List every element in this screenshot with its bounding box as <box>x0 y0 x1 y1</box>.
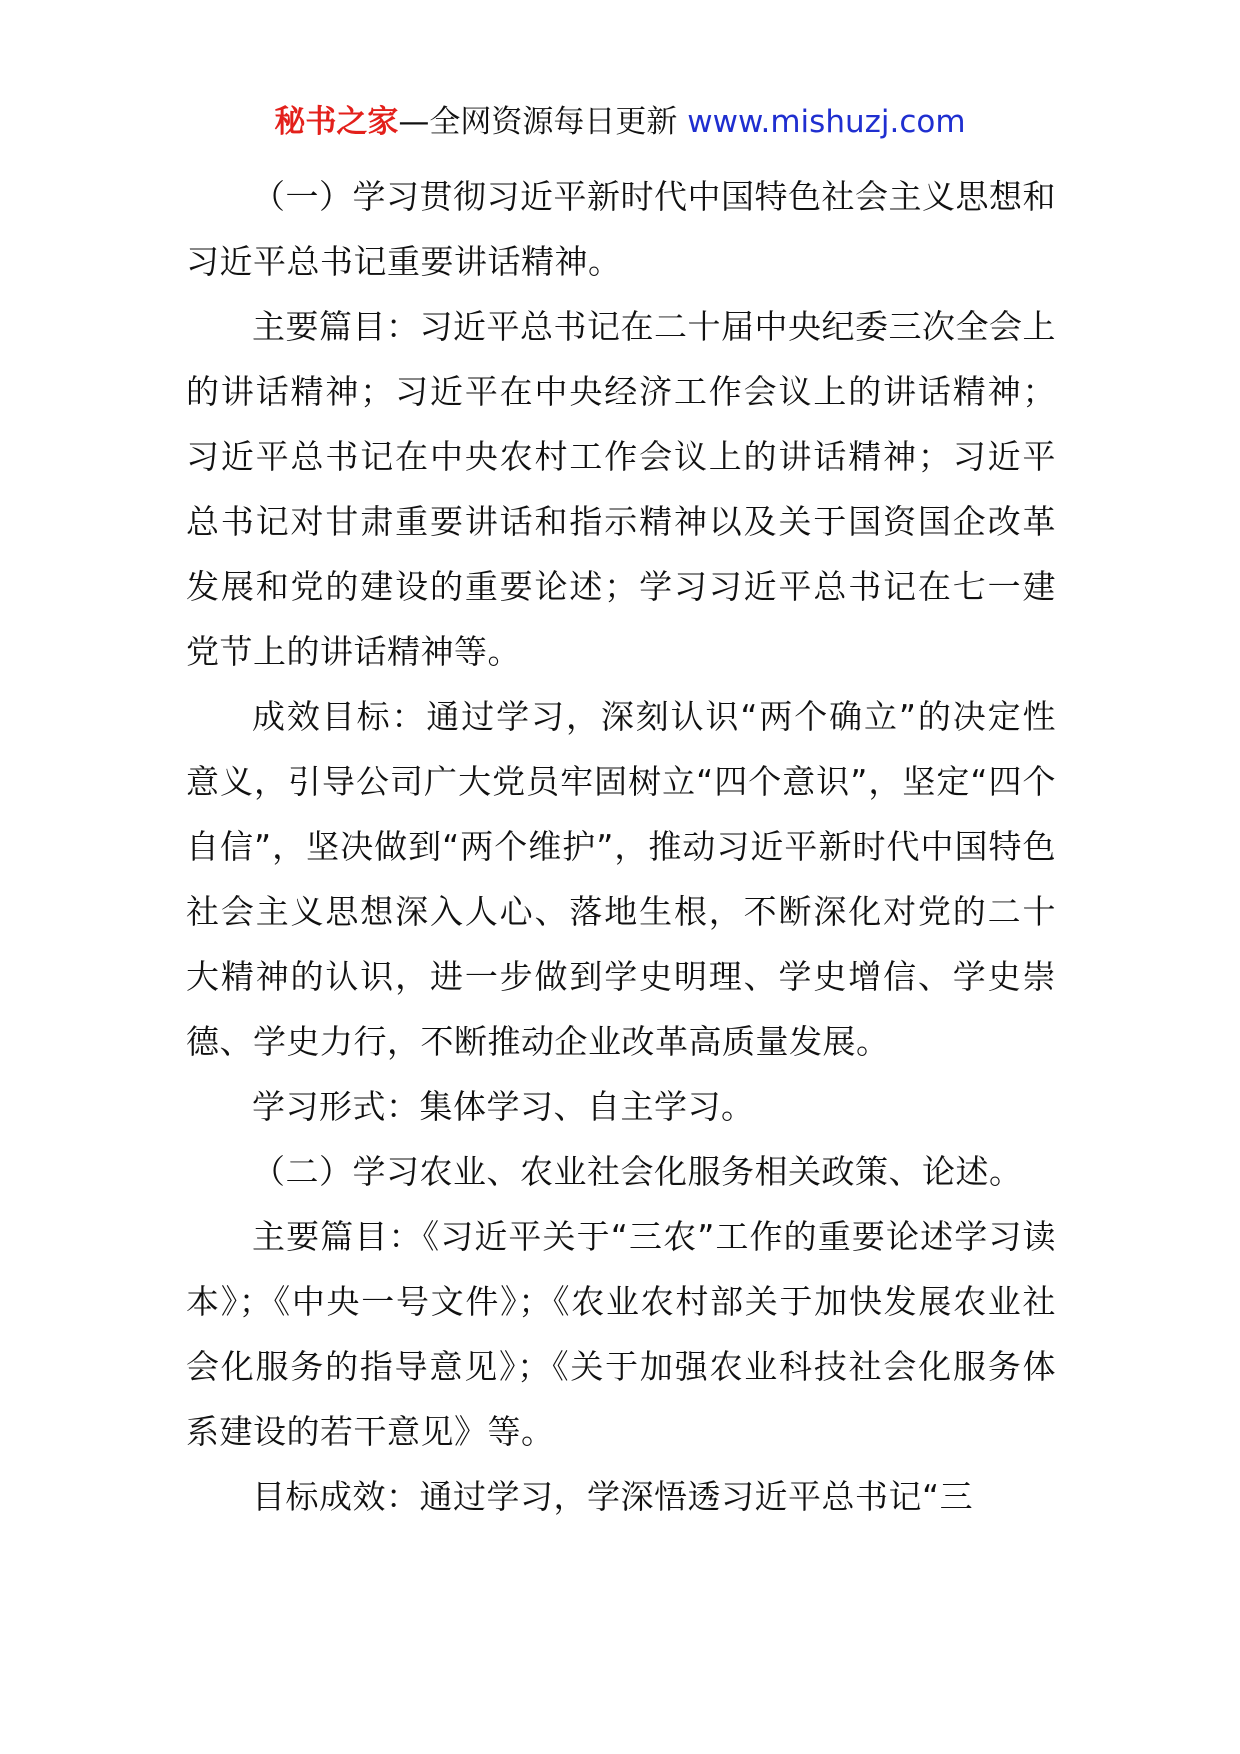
site-slogan: —全网资源每日更新 <box>398 104 688 140</box>
document-body <box>186 164 1056 1529</box>
site-url[interactable]: www.mishuzj.com <box>687 104 966 140</box>
section-1-study-form: 学习形式：集体学习、自主学习。 <box>252 1087 755 1126</box>
section-2-goals: 目标成效：通过学习，学深悟透习近平总书记“三 <box>252 1477 974 1516</box>
section-1-goals: 成效目标：通过学习，深刻认识“两个确立”的决定性意义，引导公司广大党员牢固树立“四个意识”，坚定“四个自信”，坚决做到“两个维护”，推动习近平新时代中国特色社会主义思想深入人心、落地生根，不断深化对党的二十大精神的认识，进一步做到学史明理、学史增信、学史崇德、学史力行，不断推动企业改革高质量发展。 <box>186 697 1056 1061</box>
section-1-heading: （一）学习贯彻习近平新时代中国特色社会主义思想和习近平总书记重要讲话精神。 <box>186 177 1056 281</box>
site-header <box>0 100 1240 144</box>
section-2-heading: （二）学习农业、农业社会化服务相关政策、论述。 <box>252 1152 1023 1191</box>
section-2-main-texts: 主要篇目：《习近平关于“三农”工作的重要论述学习读本》；《中央一号文件》；《农业农村部关于加快发展农业社会化服务的指导意见》；《关于加强农业科技社会化服务体系建设的若干意见》等。 <box>186 1217 1056 1451</box>
section-1-main-texts: 主要篇目：习近平总书记在二十届中央纪委三次全会上的讲话精神；习近平在中央经济工作会议上的讲话精神；习近平总书记在中央农村工作会议上的讲话精神；习近平总书记对甘肃重要讲话和指示精神以及关于国资国企改革发展和党的建设的重要论述；学习习近平总书记在七一建党节上的讲话精神等。 <box>186 307 1056 671</box>
site-brand: 秘书之家 <box>274 104 399 140</box>
